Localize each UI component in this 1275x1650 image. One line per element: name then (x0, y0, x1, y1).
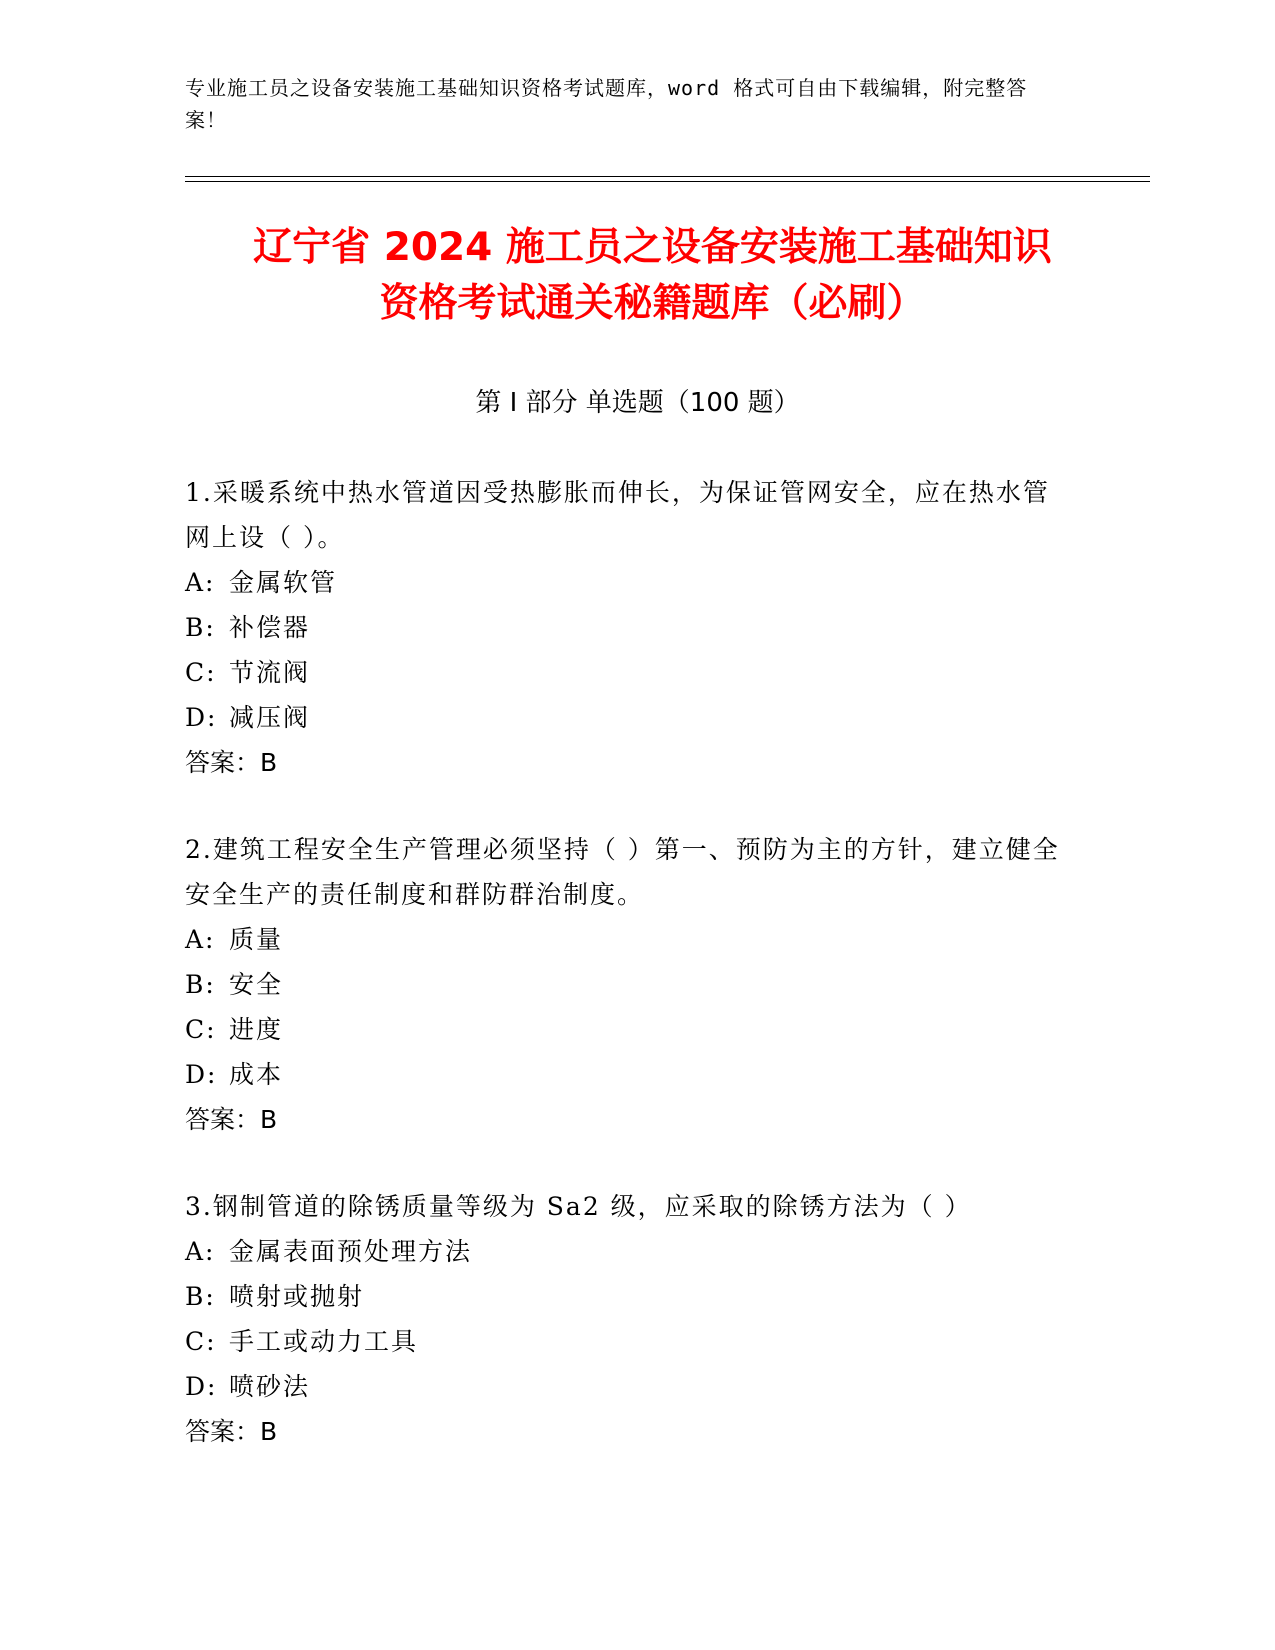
option-text: 成本 (229, 1060, 284, 1089)
option-d (185, 1052, 1065, 1097)
option-text: 进度 (229, 1015, 284, 1044)
option-text: 补偿器 (229, 613, 311, 642)
option-key: D: (185, 1060, 218, 1089)
option-key: D: (185, 703, 218, 732)
document-title-line-2: 资格考试通关秘籍题库（必刷） (379, 281, 926, 326)
header-note: 专业施工员之设备安装施工基础知识资格考试题库，word 格式可自由下载编辑，附完整答案！ (185, 76, 1028, 132)
option-text: 质量 (229, 925, 284, 954)
option-key: C: (185, 1327, 217, 1356)
question-1 (185, 470, 1065, 785)
option-key: A: (185, 568, 216, 597)
header-rule-top (185, 176, 1150, 177)
option-b (185, 605, 1065, 650)
option-c (185, 650, 1065, 695)
option-key: C: (185, 1015, 217, 1044)
header-rule-bottom (185, 181, 1150, 182)
option-text: 喷射或抛射 (229, 1282, 365, 1311)
option-text: 节流阀 (229, 658, 311, 687)
option-b (185, 962, 1065, 1007)
question-2 (185, 827, 1065, 1142)
option-key: D: (185, 1372, 218, 1401)
question-list (185, 470, 1065, 1496)
answer-line: 答案：B (185, 1105, 278, 1134)
option-key: B: (185, 970, 216, 999)
option-text: 安全 (229, 970, 284, 999)
option-b (185, 1274, 1065, 1319)
question-3 (185, 1184, 1065, 1454)
option-c (185, 1319, 1065, 1364)
question-stem: 2.建筑工程安全生产管理必须坚持（ ）第一、预防为主的方针，建立健全安全生产的责任制度和群防群治制度。 (185, 835, 1060, 909)
option-key: B: (185, 1282, 216, 1311)
option-text: 金属表面预处理方法 (229, 1237, 473, 1266)
option-text: 金属软管 (229, 568, 338, 597)
option-d (185, 695, 1065, 740)
question-stem: 1.采暖系统中热水管道因受热膨胀而伸长，为保证管网安全，应在热水管网上设（ ）。 (185, 478, 1050, 552)
document-title-line-1: 辽宁省 2024 施工员之设备安装施工基础知识 (253, 225, 1052, 270)
answer-line: 答案：B (185, 1417, 278, 1446)
option-key: A: (185, 925, 216, 954)
option-a (185, 560, 1065, 605)
option-key: A: (185, 1237, 216, 1266)
answer-line: 答案：B (185, 748, 278, 777)
option-a (185, 1229, 1065, 1274)
document-title (185, 220, 1120, 332)
option-c (185, 1007, 1065, 1052)
option-key: C: (185, 658, 217, 687)
option-key: B: (185, 613, 216, 642)
option-d (185, 1364, 1065, 1409)
option-a (185, 917, 1065, 962)
section-title: 第 I 部分 单选题（100 题） (475, 388, 800, 418)
option-text: 减压阀 (229, 703, 311, 732)
option-text: 手工或动力工具 (229, 1327, 419, 1356)
question-stem: 3.钢制管道的除锈质量等级为 Sa2 级，应采取的除锈方法为（ ） (185, 1192, 972, 1221)
option-text: 喷砂法 (229, 1372, 311, 1401)
